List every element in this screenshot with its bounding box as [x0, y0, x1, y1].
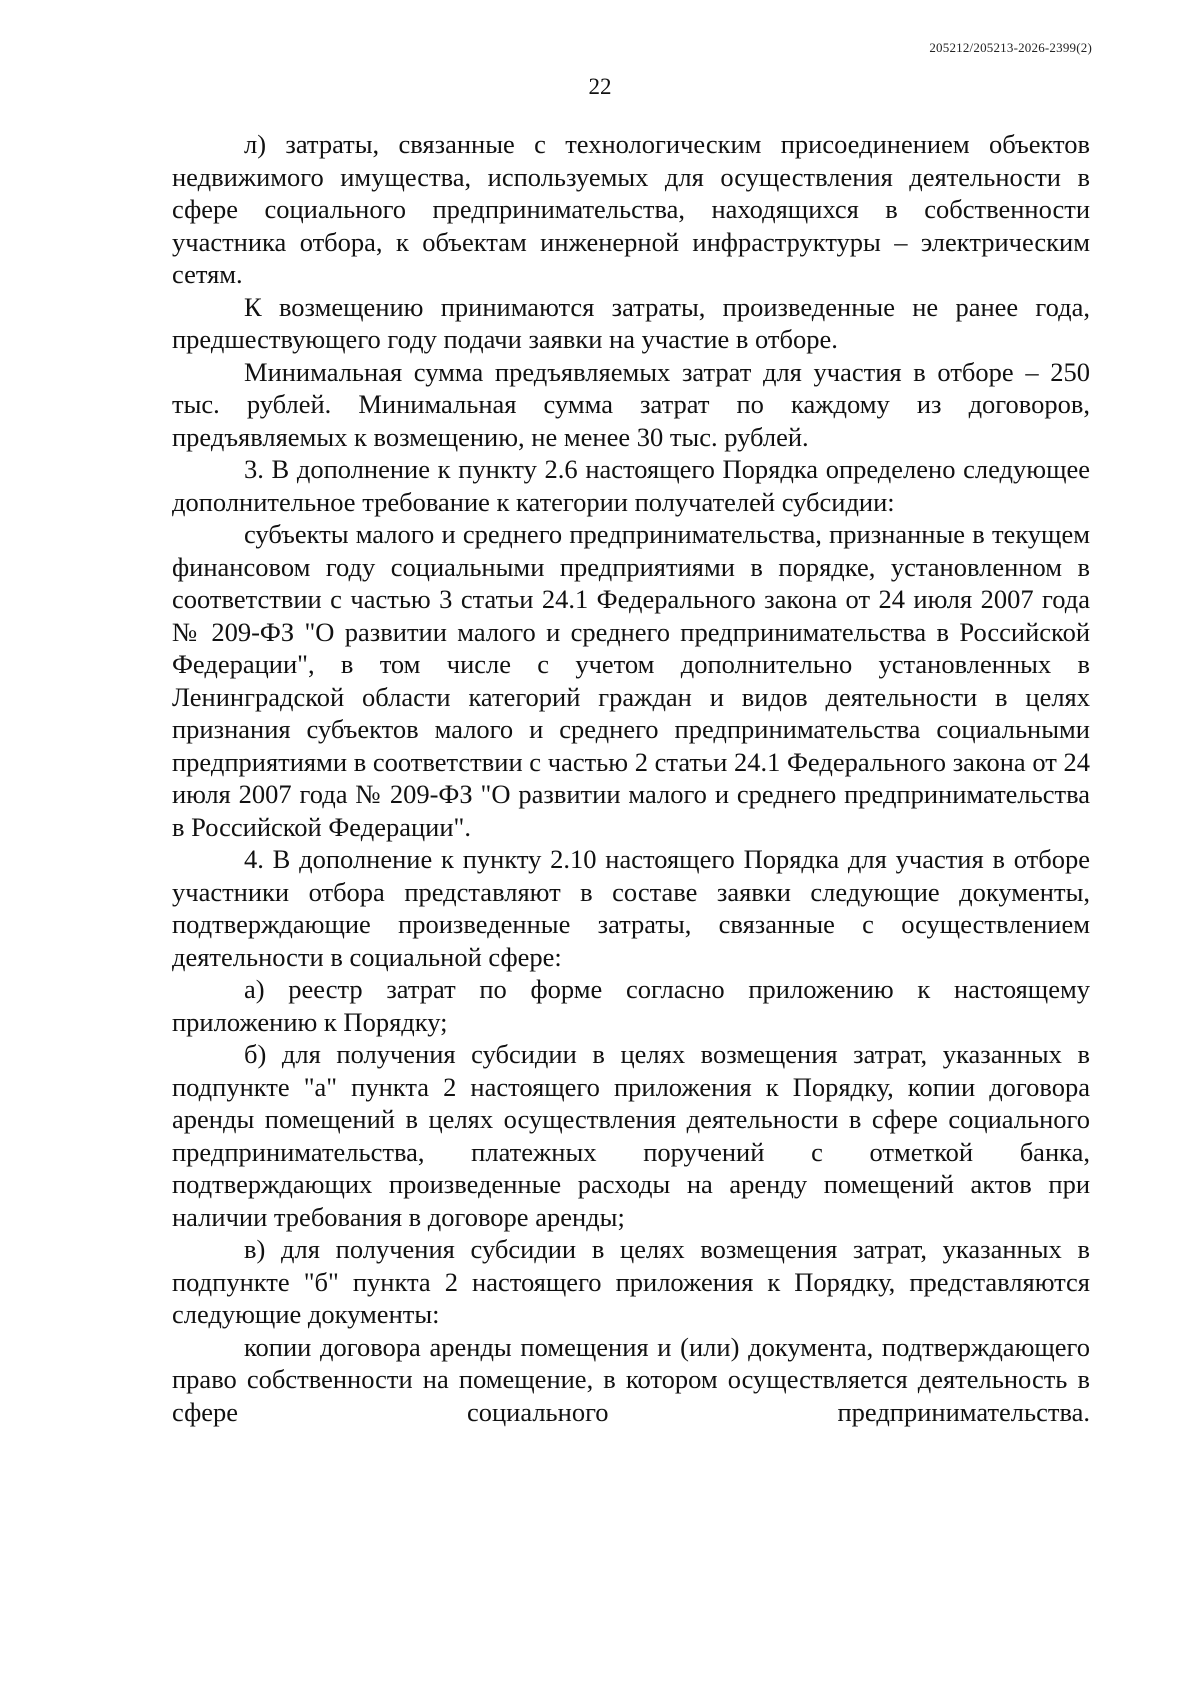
paragraph-recipient-category: субъекты малого и среднего предпринимательства, признанные в текущем финансовом году социальными предприятиями в порядке, установленном в соответствии с частью 3 статьи 24.1 Федерального закона от 24 июля 2007 года № 209-ФЗ "О развитии малого и среднего предпринимательства в Российской Федерации", в том числе с учетом дополнительно установленных в Ленинградской области категорий граждан и видов деятельности в целях признания субъектов малого и среднего предпринимательства социальными предприятиями в соответствии с частью 2 статьи 24.1 Федерального закона от 24 июля 2007 года № 209-ФЗ "О развитии малого и среднего предпринимательства в Российской Федерации".: [172, 519, 1090, 842]
paragraph-minimum-amount: Минимальная сумма предъявляемых затрат для участия в отборе – 250 тыс. рублей. Минимальная сумма затрат по каждому из договоров, предъявляемых к возмещению, не менее 30 тыс. рублей.: [172, 356, 1090, 452]
paragraph-subitem-v: в) для получения субсидии в целях возмещения затрат, указанных в подпункте "б" пункта 2 настоящего приложения к Порядку, представляются следующие документы:: [172, 1234, 1090, 1329]
paragraph-subitem-l: л) затраты, связанные с технологическим присоединением объектов недвижимого имущества, используемых для осуществления деятельности в сфере социального предпринимательства, находящихся в собственности участника отбора, к объектам инженерной инфраструктуры – электрическим сетям.: [172, 129, 1090, 289]
paragraph-item-4: 4. В дополнение к пункту 2.10 настоящего Порядка для участия в отборе участники отбора представляют в составе заявки следующие документы, подтверждающие произведенные затраты, связанные с осуществлением деятельности в социальной сфере:: [172, 844, 1090, 972]
paragraph-item-3: 3. В дополнение к пункту 2.6 настоящего Порядка определено следующее дополнительное требование к категории получателей субсидии:: [172, 454, 1090, 517]
paragraph-lease-copies: копии договора аренды помещения и (или) документа, подтверждающего право собственности на помещение, в котором осуществляется деятельность в сфере социального предпринимательства.: [172, 1331, 1090, 1427]
page-number: 22: [588, 74, 612, 99]
paragraph-reimbursement-period: К возмещению принимаются затраты, произведенные не ранее года, предшествующего году подачи заявки на участие в отборе.: [172, 291, 1090, 354]
document-body: [172, 128, 1090, 1428]
document-registration-code: 205212/205213-2026-2399(2): [929, 40, 1092, 55]
paragraph-subitem-b: б) для получения субсидии в целях возмещения затрат, указанных в подпункте "а" пункта 2 настоящего приложения к Порядку, копии договора аренды помещений в целях осуществления деятельности в сфере социального предпринимательства, платежных поручений с отметкой банка, подтверждающих произведенные расходы на аренду помещений актов при наличии требования в договоре аренды;: [172, 1039, 1090, 1232]
paragraph-subitem-a: а) реестр затрат по форме согласно приложению к настоящему приложению к Порядку;: [172, 974, 1090, 1037]
